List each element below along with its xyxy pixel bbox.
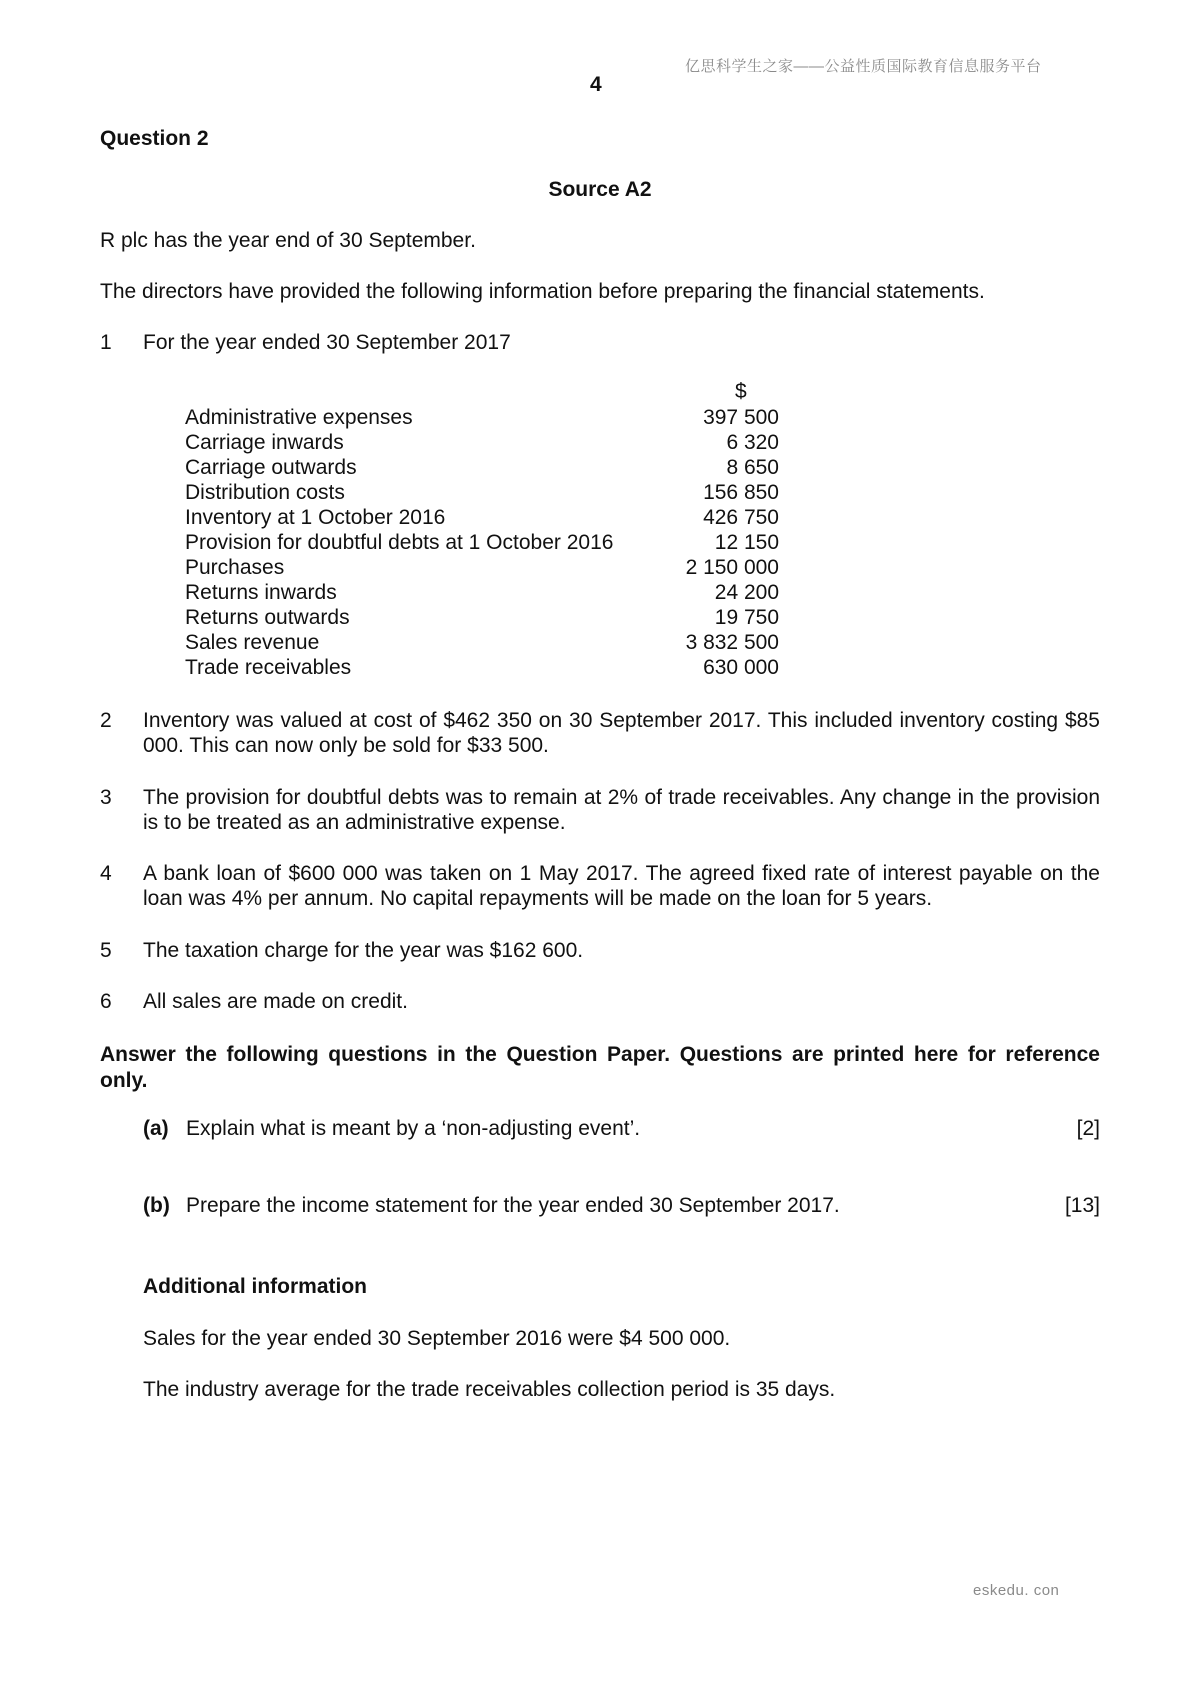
table-row	[185, 530, 785, 555]
intro-line: The directors have provided the following information before preparing the financial statements.	[100, 280, 985, 303]
row-value: 426 750	[703, 506, 779, 529]
table-row	[185, 655, 785, 680]
item-text: Inventory was valued at cost of $462 350 on 30 September 2017. This included inventory costing $85 000. This can now only be sold for $33 500.	[143, 709, 1100, 757]
table-row	[185, 555, 785, 580]
page-number: 4	[590, 73, 602, 96]
item-number: 2	[100, 709, 112, 732]
intro-line: R plc has the year end of 30 September.	[100, 229, 476, 252]
item-text: A bank loan of $600 000 was taken on 1 May 2017. The agreed fixed rate of interest payable on the loan was 4% per annum. No capital repayments will be made on the loan for 5 years.	[143, 862, 1100, 910]
table-row	[185, 505, 785, 530]
additional-info-line: Sales for the year ended 30 September 2016 were $4 500 000.	[143, 1327, 731, 1350]
row-value: 12 150	[714, 531, 779, 554]
row-label: Carriage inwards	[185, 431, 344, 454]
row-value: 156 850	[703, 481, 779, 504]
row-label: Purchases	[185, 556, 285, 579]
table-row	[185, 480, 785, 505]
additional-info-line: The industry average for the trade receivables collection period is 35 days.	[143, 1378, 836, 1401]
row-label: Carriage outwards	[185, 456, 357, 479]
item-number: 3	[100, 786, 112, 809]
item-text: The provision for doubtful debts was to remain at 2% of trade receivables. Any change in the provision is to be treated as an administrative expense.	[143, 786, 1100, 834]
source-title: Source A2	[548, 178, 652, 201]
subquestion-text: Explain what is meant by a ‘non-adjusting event’.	[186, 1117, 641, 1140]
table-row	[185, 455, 785, 480]
row-value: 630 000	[703, 656, 779, 679]
row-label: Provision for doubtful debts at 1 October 2016	[185, 531, 614, 554]
subquestion-label: (b)	[143, 1194, 170, 1217]
row-value: 24 200	[714, 581, 779, 604]
instruction-text: Answer the following questions in the Question Paper. Questions are printed here for reference only.	[100, 1043, 1100, 1092]
footer-watermark: eskedu. con	[973, 1582, 1060, 1599]
row-value: 8 650	[726, 456, 779, 479]
additional-info-title: Additional information	[143, 1275, 367, 1298]
row-label: Returns inwards	[185, 581, 337, 604]
row-label: Administrative expenses	[185, 406, 413, 429]
row-label: Trade receivables	[185, 656, 352, 679]
row-value: 6 320	[726, 431, 779, 454]
item-text: All sales are made on credit.	[143, 990, 408, 1013]
subquestion-marks: [13]	[1064, 1194, 1100, 1217]
subquestion-text: Prepare the income statement for the year ended 30 September 2017.	[186, 1194, 840, 1217]
table-row	[185, 430, 785, 455]
table-row	[185, 630, 785, 655]
row-label: Returns outwards	[185, 606, 350, 629]
item-text: The taxation charge for the year was $162 600.	[143, 939, 584, 962]
table-row	[185, 580, 785, 605]
table-row	[185, 605, 785, 630]
table-row	[185, 405, 785, 430]
subquestion-marks: [2]	[1076, 1117, 1100, 1140]
currency-header: $	[735, 380, 747, 403]
subquestion-label: (a)	[143, 1117, 169, 1140]
row-label: Sales revenue	[185, 631, 320, 654]
row-value: 397 500	[703, 406, 779, 429]
row-label: Distribution costs	[185, 481, 345, 504]
item-number: 1	[100, 331, 112, 354]
item-number: 6	[100, 990, 112, 1013]
row-value: 3 832 500	[685, 631, 779, 654]
header-watermark: 亿思科学生之家——公益性质国际教育信息服务平台	[685, 58, 1042, 75]
row-value: 2 150 000	[685, 556, 779, 579]
question-title: Question 2	[100, 127, 209, 150]
item-text: For the year ended 30 September 2017	[143, 331, 511, 354]
item-number: 4	[100, 862, 112, 885]
row-label: Inventory at 1 October 2016	[185, 506, 446, 529]
row-value: 19 750	[714, 606, 779, 629]
item-number: 5	[100, 939, 112, 962]
